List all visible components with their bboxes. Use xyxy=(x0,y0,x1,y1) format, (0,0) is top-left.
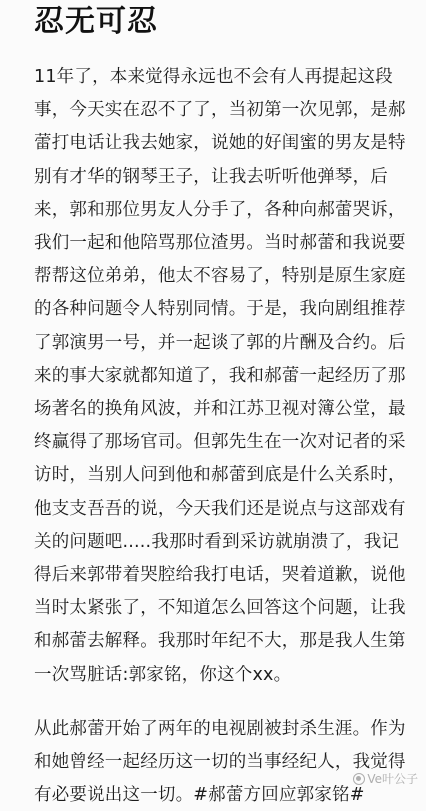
article-title: 忍无可忍 xyxy=(34,4,158,39)
watermark xyxy=(353,772,418,786)
watermark-text: Ve叶公子 xyxy=(367,772,418,786)
article-paragraph-1: 11年了，本来觉得永远也不会有人再提起这段事，今天实在忍不了了，当初第一次见郭，是郝蕾打电话让我去她家，说她的好闺蜜的男友是特别有才华的钢琴王子，让我去听听他弹琴，后来，郭和那位男友人分手了，各种向郝蕾哭诉，我们一起和他陪骂那位渣男。当时郝蕾和我说要帮帮这位弟弟，他太不容易了，特别是原生家庭的各种问题令人特别同情。于是，我向剧组推荐了郭演男一号，并一起谈了郭的片酬及合约。后来的事大家就都知道了，我和郝蕾一起经历了那场著名的换角风波，并和江苏卫视对簿公堂，最终赢得了那场官司。但郭先生在一次对记者的采访时，当别人问到他和郝蕾到底是什么关系时，他支支吾吾的说，今天我们还是说点与这部戏有关的问题吧.....我那时看到采访就崩溃了，我记得后来郭带着哭腔给我打电话，哭着道歉，说他当时太紧张了，不知道怎么回答这个问题，让我和郝蕾去解释。我那时年纪不大，那是我人生第一次骂脏话:郭家铭，你这个xx。 xyxy=(34,67,406,685)
watermark-logo-icon xyxy=(353,773,365,785)
article-paragraph-2: 从此郝蕾开始了两年的电视剧被封杀生涯。作为和她曾经一起经历这一切的当事经纪人，我觉得有必要说出这一切。#郝蕾方回应郭家铭# xyxy=(34,719,406,806)
